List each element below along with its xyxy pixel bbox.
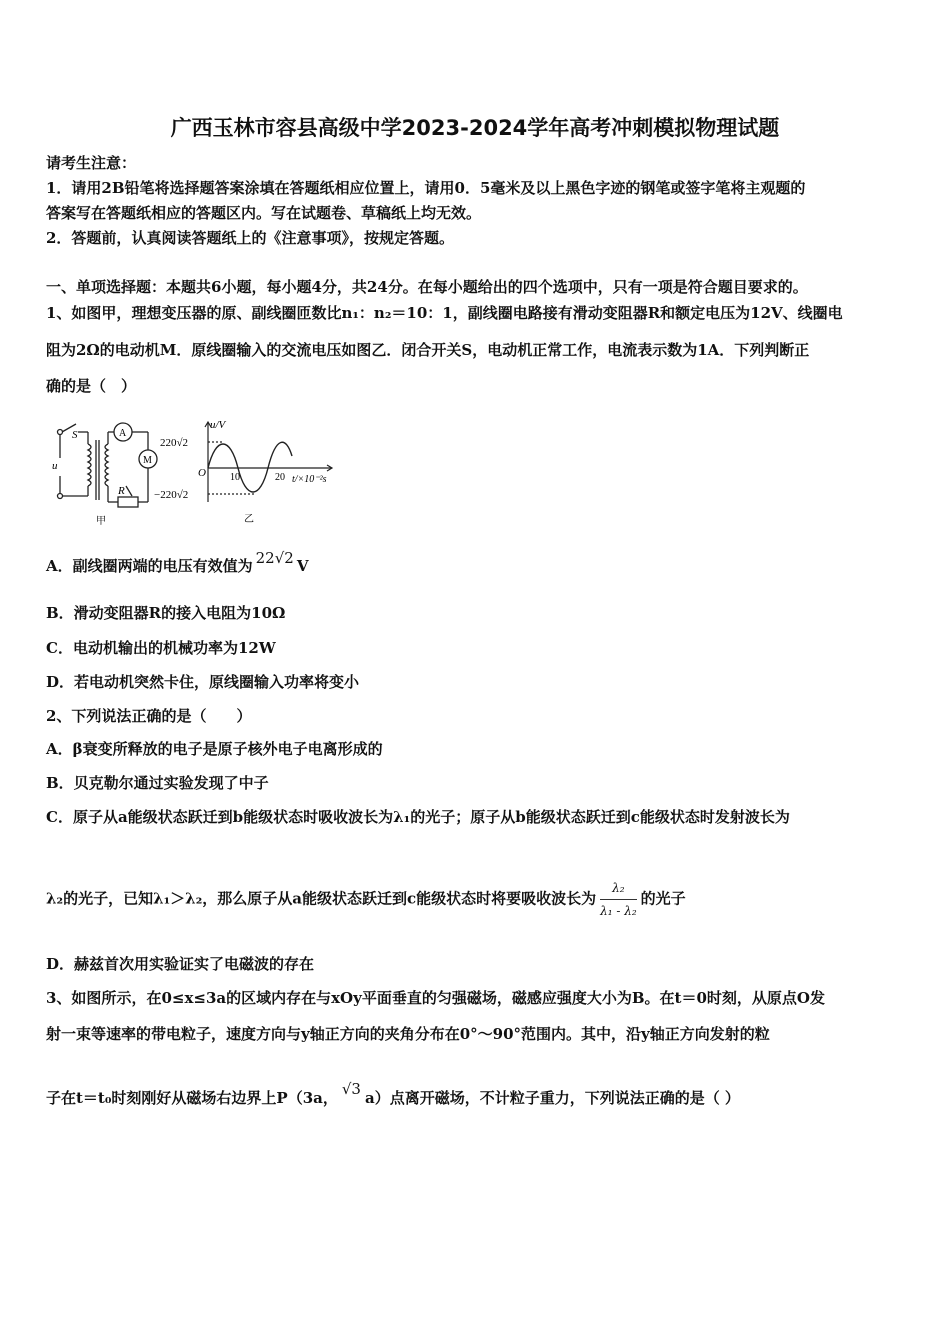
q1-stem-line2: 阻为2Ω的电动机M．原线圈输入的交流电压如图乙．闭合开关S，电动机正常工作，电流表示数为1A．下列判断正 [46,341,810,359]
q1-option-d: D．若电动机突然卡住，原线圈输入功率将变小 [46,673,360,691]
fraction-denominator: λ₁ - λ₂ [600,904,637,918]
label-S: S [72,429,78,441]
label-jia: 甲 [96,516,106,527]
x-tick-20: 20 [275,472,285,483]
page-title: 广西玉林市容县高级中学2023-2024学年高考冲刺模拟物理试题 [170,116,780,140]
q1-option-b: B．滑动变阻器R的接入电阻为10Ω [46,604,286,622]
waveform-axes [205,422,332,502]
q3-stem-line2: 射一束等速率的带电粒子，速度方向与y轴正方向的夹角分布在0°～90°范围内。其中，沿y轴正方向发射的粒 [46,1025,770,1043]
label-R: R [118,485,125,497]
notice-heading: 请考生注意： [46,154,137,172]
lambda-fraction [600,878,637,921]
q1-option-c: C．电动机输出的机械功率为12W [46,639,276,657]
q2-option-d: D．赫兹首次用实验证实了电磁波的存在 [46,955,315,973]
q1-option-a-value: 22√2 [255,549,294,567]
q1-option-a-unit: V [296,557,309,575]
label-M: M [143,455,152,466]
q3-stem-line1: 3、如图所示，在0≤x≤3a的区域内存在与xOy平面垂直的匀强磁场，磁感应强度大小为B。在t＝0时刻，从原点O发 [46,989,825,1007]
q1-option-a-text: A．副线圈两端的电压有效值为 [46,557,253,575]
x-tick-10: 10 [230,472,240,483]
y-max-label: 220√2 [160,437,189,449]
notice-item-1b: 答案写在答题纸相应的答题区内。写在试题卷、草稿纸上均无效。 [46,204,482,222]
q1-option-a [46,549,309,576]
y-axis-label: u/V [210,419,226,431]
q3-stem-line3-text: 子在t＝t₀时刻刚好从磁场右边界上P（3a， [46,1089,338,1107]
notice-item-1a: 1．请用2B铅笔将选择题答案涂填在答题纸相应位置上，请用0．5毫米及以上黑色字迹的钢笔或签字笔将主观题的 [46,179,806,197]
q2-option-b: B．贝克勒尔通过实验发现了中子 [46,774,269,792]
q1-stem-line1: 1、如图甲，理想变压器的原、副线圈匝数比n₁：n₂＝10：1，副线圈电路接有滑动变阻器R和额定电压为12V、线圈电 [46,304,843,322]
sqrt3-expression: √3 [341,1080,361,1098]
section-heading: 一、单项选择题：本题共6小题，每小题4分，共24分。在每小题给出的四个选项中，只有一项是符合题目要求的。 [46,278,808,296]
q2-option-c-text: λ₂的光子，已知λ₁＞λ₂，那么原子从a能级状态跃迁到c能级状态时将要吸收波长为 [46,889,597,908]
label-A: A [119,428,127,439]
q2-stem: 2、下列说法正确的是（ ） [46,707,252,725]
x-axis-label: t/×10⁻²s [292,474,327,485]
label-yi: 乙 [244,514,254,525]
label-u: u [52,460,58,472]
q2-option-a: A．β衰变所释放的电子是原子核外电子电离形成的 [46,740,383,758]
q3-stem-line3 [46,1080,740,1108]
q1-stem-line3: 确的是（ ） [46,377,137,395]
q2-option-c-tail: 的光子 [640,889,686,908]
q2-option-c-line2 [46,878,686,921]
q1-figure [48,416,358,528]
origin-label: O [198,467,206,479]
q2-option-c-line1: C．原子从a能级状态跃迁到b能级状态时吸收波长为λ₁的光子；原子从b能级状态跃迁到c能级状态时发射波长为 [46,808,790,826]
fraction-numerator: λ₂ [600,878,637,900]
q3-stem-line3-tail: a）点离开磁场，不计粒子重力，下列说法正确的是（ ） [364,1089,740,1107]
notice-item-2: 2．答题前，认真阅读答题纸上的《注意事项》，按规定答题。 [46,229,454,247]
y-min-label: −220√2 [154,489,189,501]
